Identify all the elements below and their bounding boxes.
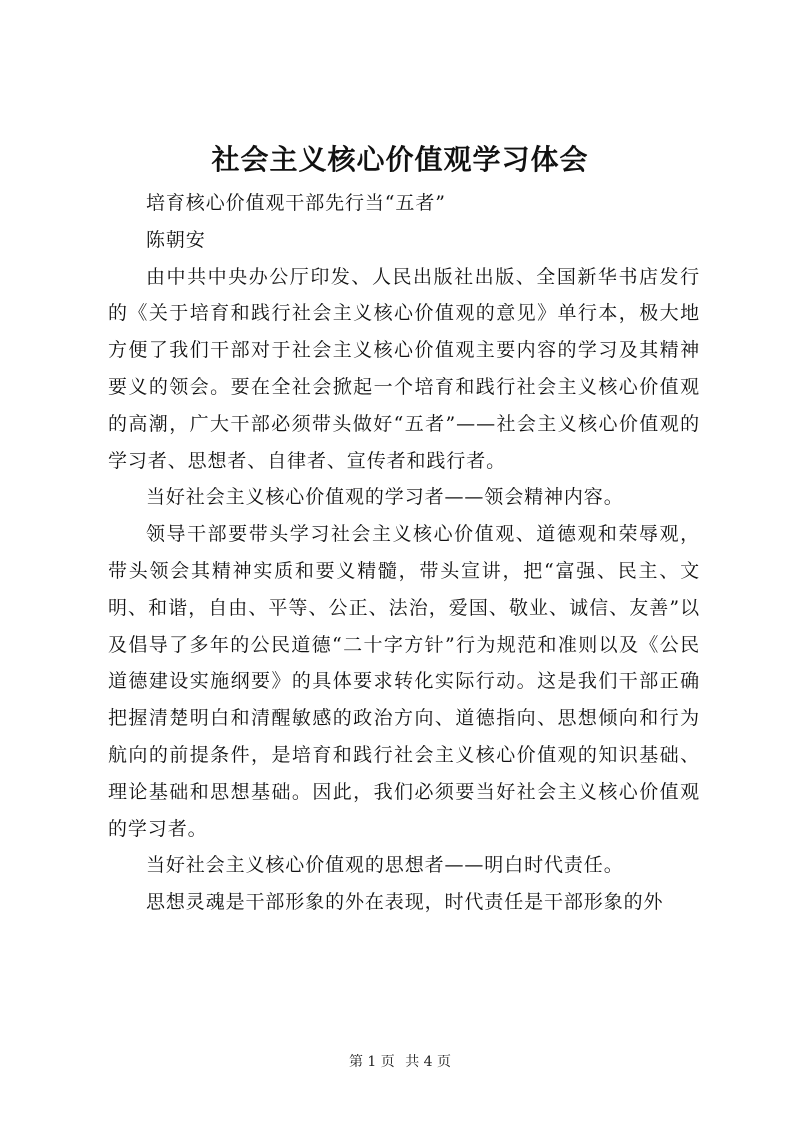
author-name: 陈朝安 [146, 228, 206, 251]
section-heading-learner: 当好社会主义核心价值观的学习者——领会精神内容。 [146, 486, 624, 509]
body-paragraph-learner: 领导干部要带头学习社会主义核心价值观、道德观和荣辱观，带头领会其精神实质和要义精髓，带头宣讲，把“富强、民主、文明、和谐，自由、平等、公正、法治，爱国、敬业、诚信、友善”以及倡导了多年的公民道德“二十字方针”行为规范和准则以及《公民道德建设实施纲要》的具体要求转化实际行动。这是我们干部正确把握清楚明白和清醒敏感的政治方向、道德指向、思想倾向和行为航向的前提条件，是培育和践行社会主义核心价值观的知识基础、理论基础和思想基础。因此，我们必须要当好社会主义核心价值观的学习者。 [108, 523, 700, 840]
document-title: 社会主义核心价值观学习体会 [211, 143, 589, 176]
subtitle-paragraph: 培育核心价值观干部先行当“五者” [146, 192, 446, 214]
page-footer [0, 1052, 800, 1072]
document-body [108, 185, 700, 921]
body-paragraph-thinker: 思想灵魂是干部形象的外在表现，时代责任是干部形象的外 [146, 891, 664, 914]
page-number: 第 1 页 [348, 1054, 395, 1070]
page-total: 共 4 页 [405, 1054, 452, 1070]
section-heading-thinker: 当好社会主义核心价值观的思想者——明白时代责任。 [146, 854, 624, 877]
body-paragraph-intro: 由中共中央办公厅印发、人民出版社出版、全国新华书店发行的《关于培育和践行社会主义核心价值观的意见》单行本，极大地方便了我们干部对于社会主义核心价值观主要内容的学习及其精神要义的领会。要在全社会掀起一个培育和践行社会主义核心价值观的高潮，广大干部必须带头做好“五者”——社会主义核心价值观的学习者、思想者、自律者、宣传者和践行者。 [108, 265, 700, 472]
